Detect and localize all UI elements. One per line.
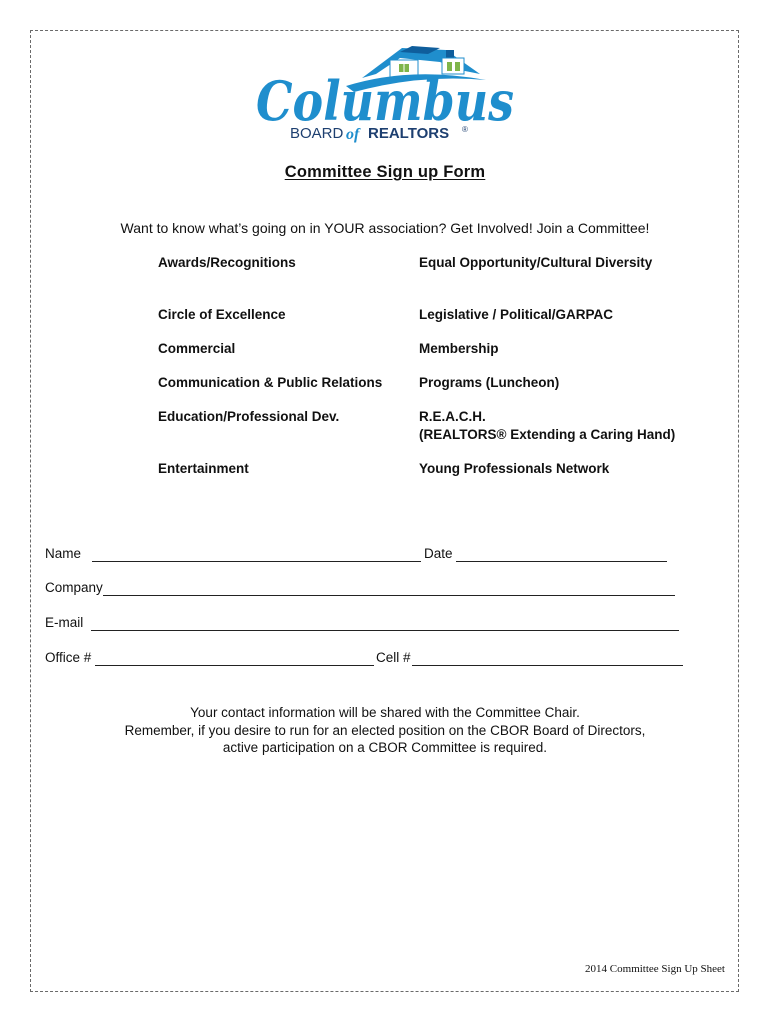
columbus-realtors-logo — [250, 40, 520, 144]
committee-young-professionals: Young Professionals Network — [419, 461, 610, 476]
contact-note-line-1: Your contact information will be shared with the Committee Chair. — [190, 705, 580, 720]
email-field[interactable] — [91, 630, 679, 631]
footer-text: 2014 Committee Sign Up Sheet — [585, 963, 725, 975]
office-phone-field[interactable] — [95, 665, 374, 666]
committee-programs: Programs (Luncheon) — [419, 375, 560, 390]
form-title: Committee Sign up Form — [284, 163, 486, 181]
company-label: Company — [45, 580, 103, 595]
logo-registered-mark: ® — [462, 125, 468, 134]
email-label: E-mail — [45, 615, 84, 630]
cell-phone-field[interactable] — [412, 665, 683, 666]
committee-reach: R.E.A.C.H. — [419, 409, 486, 424]
committee-education: Education/Professional Dev. — [158, 409, 340, 424]
committee-entertainment: Entertainment — [158, 461, 249, 476]
committee-reach-subtitle: (REALTORS® Extending a Caring Hand) — [419, 427, 676, 442]
date-label: Date — [424, 546, 453, 561]
name-field[interactable] — [92, 561, 421, 562]
date-field[interactable] — [456, 561, 667, 562]
contact-note-line-3: active participation on a CBOR Committee is required. — [222, 740, 548, 755]
committee-awards: Awards/Recognitions — [158, 255, 296, 270]
committee-equal-opportunity: Equal Opportunity/Cultural Diversity — [419, 255, 653, 270]
contact-note — [0, 704, 770, 757]
logo-subtitle-board: BOARD — [290, 125, 344, 142]
contact-note-line-2: Remember, if you desire to run for an elected position on the CBOR Board of Directors, — [124, 722, 646, 738]
committee-communication: Communication & Public Relations — [158, 375, 383, 390]
logo-subtitle-realtors: REALTORS — [368, 125, 450, 142]
logo-wordmark: Columbus — [256, 69, 514, 133]
committee-legislative: Legislative / Political/GARPAC — [419, 307, 614, 322]
company-field[interactable] — [103, 595, 675, 596]
committee-commercial: Commercial — [158, 341, 236, 356]
committee-circle-of-excellence: Circle of Excellence — [158, 307, 286, 322]
logo-subtitle-of: of — [346, 126, 360, 143]
office-phone-label: Office # — [45, 650, 92, 665]
committee-membership: Membership — [419, 341, 499, 356]
cell-phone-label: Cell # — [376, 650, 411, 665]
intro-text: Want to know what’s going on in YOUR association? Get Involved! Join a Committee! — [120, 220, 650, 236]
name-label: Name — [45, 546, 82, 561]
